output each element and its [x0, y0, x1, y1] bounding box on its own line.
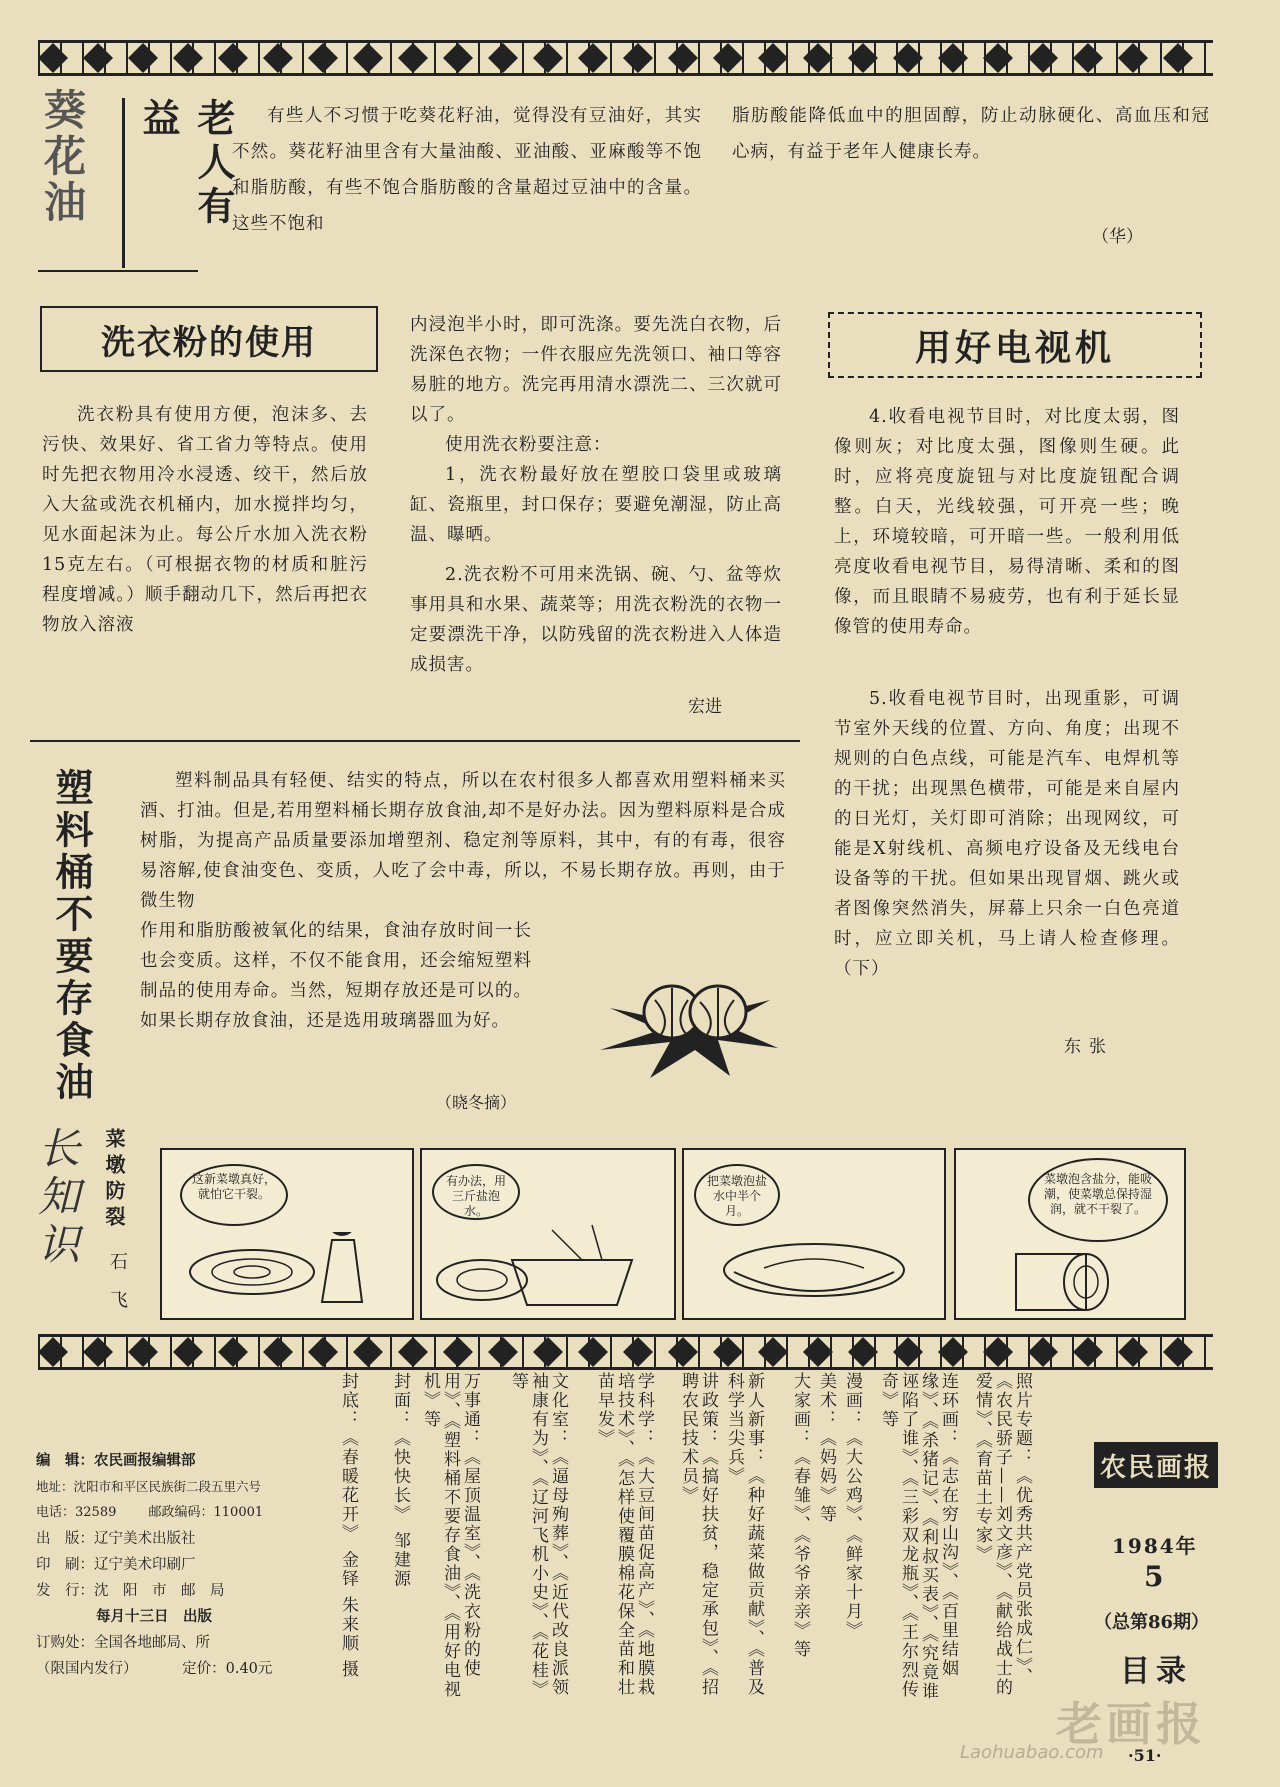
- speech-bubble: 有办法，用三斤盐泡水。: [432, 1164, 520, 1220]
- detergent-col2-p2: 使用洗衣粉要注意：: [445, 435, 612, 455]
- detergent-col2-p3: 1，洗衣粉最好放在塑胶口袋里或玻璃缸、瓷瓶里，封口保存；要避免潮湿，防止高温、曝晒。: [410, 465, 782, 545]
- toc-column: 漫画：《大公鸡》、《鲜家十月》: [842, 1372, 862, 1640]
- tv-p2: 5.收看电视节目时，出现重影，可调节室外天线的位置、方向、角度；出现不规则的白色点线，可能是汽车、电焊机等的干扰；出现黑色横带，可能是来自屋内的日光灯，关灯即可消除；出现网纹，可能是X射线机、高频电疗设备及无线电台设备等的干扰。但如果出现冒烟、跳火或者图像突然消失，屏幕上只余一白色亮道时，应立即关机，马上请人检查修理。（下）: [834, 689, 1180, 979]
- comic-artist: 石飞: [107, 1252, 128, 1328]
- toc-column: 文化室：《逼母殉葬》、《近代改良派领袖康有为》、《辽河飞机小史》、《花桂》等: [508, 1372, 568, 1699]
- detergent-title: 洗衣粉的使用: [40, 306, 378, 372]
- imprint-contact: [36, 1500, 336, 1526]
- imprint-printer: 印 刷：辽宁美术印刷厂: [36, 1557, 196, 1573]
- imprint-price: 定价：0.40元: [182, 1661, 273, 1677]
- bottom-decorative-border: [38, 1334, 1213, 1370]
- imprint-block: [36, 1448, 336, 1682]
- toc-column: 万事通：《屋顶温室》、《洗衣粉的使用》、《塑料桶不要存食油》、《用好电视机》等: [420, 1372, 480, 1699]
- comic-title: 菜墩防裂: [102, 1128, 126, 1232]
- speech-bubble: 把菜墩泡盐水中半个月。: [694, 1164, 780, 1226]
- toc-column: 封底：《春暖花开》 金铎 朱来顺 摄: [338, 1372, 358, 1680]
- imprint-publisher: 出 版：辽宁美术出版社: [36, 1531, 196, 1547]
- imprint-distributor: 发 行：沈 阳 市 邮 局: [36, 1583, 225, 1599]
- comic-panel-2: [420, 1148, 676, 1320]
- detergent-col1: 洗衣粉具有使用方便，泡沫多、去污快、效果好、省工省力等特点。使用时先把衣物用冷水浸透、绞干，然后放入大盆或洗衣机桶内，加水搅拌均匀，见水面起沫为止。每公斤水加入洗衣粉15克左右。（可根据衣物的材质和脏污程度增减。）顺手翻动几下，然后再把衣物放入溶液: [42, 405, 368, 635]
- issue-total: （总第86期）: [1094, 1612, 1210, 1633]
- plastic-p1: 塑料制品具有轻便、结实的特点，所以在农村很多人都喜欢用塑料桶来买酒、打油。但是,若用塑料桶长期存放食油,却不是好办法。因为塑料原料是合成树脂，为提高产品质量要添加增塑剂、稳定剂等原料，其中，有的有毒，很容易溶解,使食油变色、变质，人吃了会中毒，所以，不易长期存放。再则，由于微生物: [140, 771, 786, 911]
- page-number: ·51·: [1128, 1746, 1162, 1765]
- comic-panel-3: [682, 1148, 946, 1320]
- toc-column: 美术：《妈妈》等: [816, 1372, 836, 1524]
- comic-series-title: 长知识: [32, 1126, 81, 1270]
- sunflower-title-sub: 老人有益: [122, 98, 241, 268]
- toc-column: 照片专题：《优秀共产党员张成仁》、《农民骄子——刘文彦》、《献给战士的爱情》、《育苗土专家》: [972, 1372, 1032, 1697]
- salt-basin-drawing: [432, 1220, 662, 1312]
- watermark-cn: 老画报: [1056, 1697, 1206, 1751]
- section-divider: [30, 740, 800, 742]
- soaking-basin-drawing: [694, 1220, 934, 1312]
- plastic-title: 塑料桶不要存食油: [49, 768, 93, 1104]
- imprint-domestic: （限国内发行）: [36, 1661, 138, 1677]
- plastic-p2: 作用和脂肪酸被氧化的结果，食油存放时间一长也会变质。这样，不仅不能食用，还会缩短塑料制品的使用寿命。当然，短期存放还是可以的。如果长期存放食油，还是选用玻璃器皿为好。: [140, 921, 532, 1031]
- imprint-phone: 电话：32589: [36, 1505, 117, 1520]
- plastic-author: （晓冬摘）: [436, 1093, 517, 1112]
- issue-year: 1984年: [1112, 1534, 1198, 1558]
- issue-number: 5: [1144, 1560, 1164, 1593]
- sunflower-col2: 脂肪酸能降低血中的胆固醇，防止动脉硬化、高血压和冠心病，有益于老年人健康长寿。: [732, 106, 1210, 162]
- toc-column: 大家画：《春雏》、《爷爷亲亲》等: [790, 1372, 810, 1659]
- tv-p1: 4.收看电视节目时，对比度太弱，图像则灰；对比度太强，图像则生硬。此时，应将亮度旋钮与对比度旋钮配合调整。白天，光线较强，可开亮一些；晚上，环境较暗，可开暗一些。一般利用低亮度收看电视节目，易得清晰、柔和的图像，而且眼睛不易疲劳，也有利于延长显像管的使用寿命。: [834, 407, 1180, 637]
- sunflower-title-main: 葵花油: [38, 88, 87, 226]
- speech-bubble: 这新菜墩真好，就怕它干裂。: [180, 1164, 288, 1226]
- imprint-schedule: 每月十三日 出版: [96, 1608, 212, 1625]
- detergent-col2-p4: 2.洗衣粉不可用来洗锅、碗、勺、盆等炊事用具和水果、蔬菜等；用洗衣粉洗的衣物一定要漂洗干净，以防残留的洗衣粉进入人体造成损害。: [410, 565, 782, 675]
- imprint-subscribe: 订购处：全国各地邮局、所: [36, 1635, 210, 1651]
- comic-panel-1: [160, 1148, 414, 1320]
- sunflower-col1: 有些人不习惯于吃葵花籽油，觉得没有豆油好，其实不然。葵花籽油里含有大量油酸、亚油酸、亚麻酸等不饱和脂肪酸，有些不饱合脂肪酸的含量超过豆油中的含量。这些不饱和: [232, 106, 702, 234]
- tv-author: 东张: [1064, 1037, 1114, 1057]
- sunflower-author: （华）: [1092, 227, 1143, 247]
- toc-column: 学科学：《大豆间苗促高产》、《地膜栽培技术》、《怎样使覆膜棉花保全苗和壮苗早发》: [594, 1372, 654, 1697]
- magazine-masthead: 农民画报: [1094, 1442, 1218, 1488]
- comic-panel-4: [954, 1148, 1186, 1320]
- toc-column: 新人新事：《种好蔬菜做贡献》、《普及科学当尖兵》: [724, 1372, 764, 1697]
- watermark-url: Laohuabao.com: [960, 1742, 1104, 1763]
- imprint-domestic-price: [36, 1656, 336, 1682]
- toc-column: 封面：《快快长》 邹建源: [390, 1372, 410, 1589]
- tv-title: 用好电视机: [828, 312, 1202, 378]
- speech-bubble: 菜墩泡含盐分，能吸潮，使菜墩总保持湿润，就不干裂了。: [1028, 1158, 1168, 1242]
- imprint-address: 地址：沈阳市和平区民族街二段五里六号: [36, 1479, 262, 1494]
- toc-heading: 目录: [1120, 1654, 1192, 1689]
- toc-column: 讲政策：《搞好扶贫，稳定承包》、《招聘农民技术员》: [678, 1372, 718, 1697]
- cutting-board-drawing: [182, 1232, 392, 1312]
- toc-column: 连环画：《志在穷山沟》、《百里结姻缘》、《杀猪记》、《利叔买表》、《究竟谁诬陷了谁》、《三彩双龙瓶》、《王尔烈传奇》等: [878, 1372, 958, 1701]
- imprint-editor: 编 辑：农民画报编辑部: [36, 1452, 196, 1469]
- top-decorative-border: [38, 40, 1213, 76]
- sunflower-underline: [38, 270, 198, 272]
- detergent-col2-p1: 内浸泡半小时，即可洗涤。要先洗白衣物，后洗深色衣物；一件衣服应先洗领口、袖口等容易脏的地方。洗完再用清水漂洗二、三次就可以了。: [410, 315, 782, 425]
- sunflower-illustration: [600, 970, 780, 1080]
- detergent-author: 宏进: [688, 697, 722, 717]
- imprint-postcode: 邮政编码：110001: [148, 1505, 264, 1520]
- log-board-drawing: [976, 1244, 1176, 1314]
